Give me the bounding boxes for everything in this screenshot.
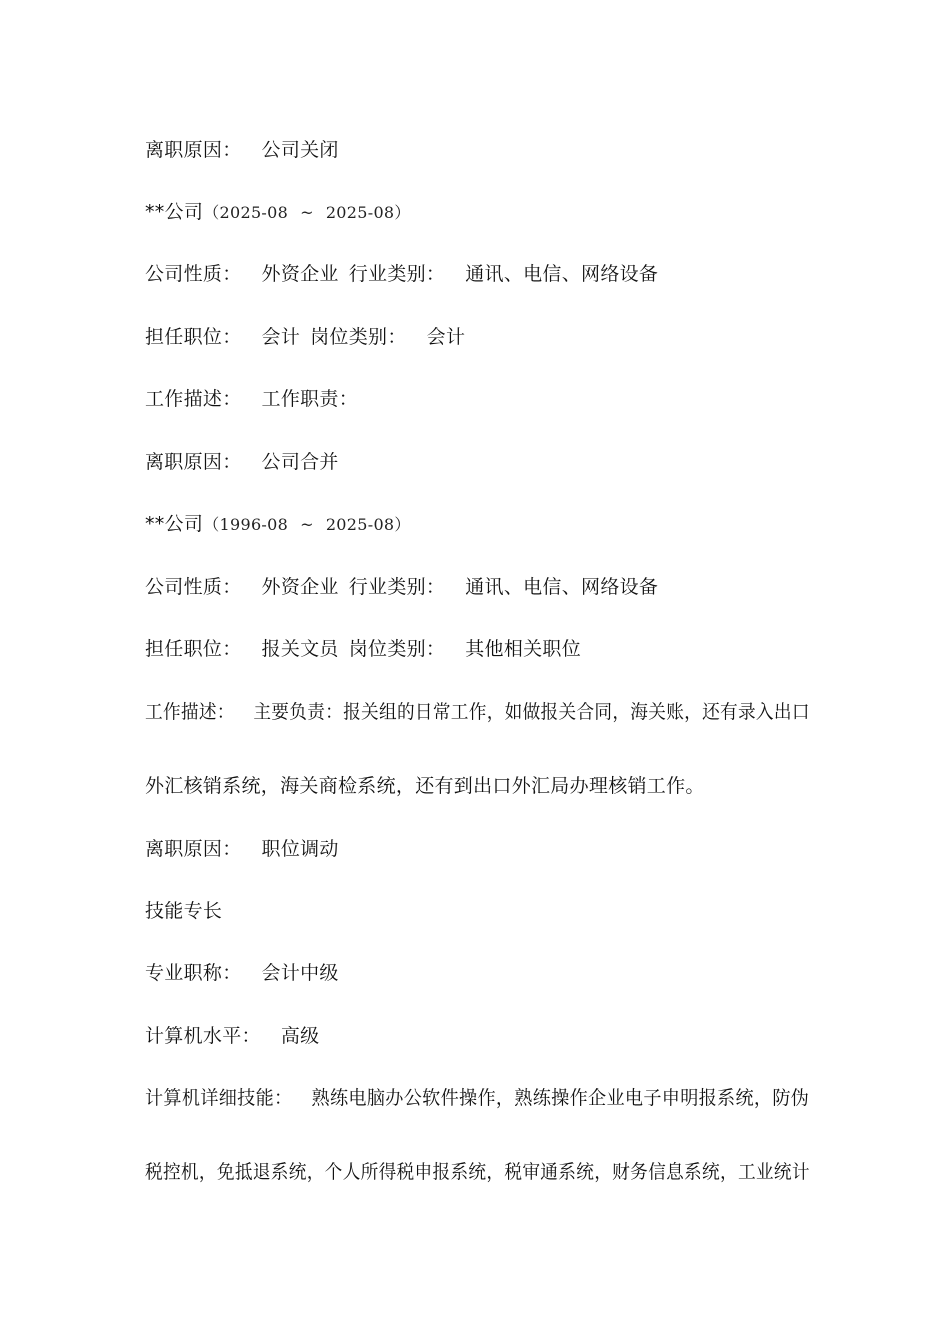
position-row-1 [145,325,465,349]
description-value: 工作职责： [261,388,359,410]
leave-reason-label: 离职原因： [145,139,242,161]
description-row-1 [145,387,358,411]
computer-detail-label: 计算机详细技能： [145,1087,293,1109]
nature-label: 公司性质： [145,263,242,285]
company-nature-row-2 [145,575,658,599]
leave-reason-label: 离职原因： [145,838,242,860]
description-row-2 [145,700,810,724]
industry-label: 行业类别： [348,576,446,598]
company-header-1 [145,200,411,225]
description-line-2: 外汇核销系统，海关商检系统，还有到出口外汇局办理核销工作。 [145,775,705,797]
position-type-value: 会计 [426,326,466,348]
position-type-value: 其他相关职位 [465,638,582,660]
computer-detail-line-1: 熟练电脑办公软件操作，熟练操作企业电子申明报系统，防伪 [311,1087,810,1109]
company-name: **公司 [145,513,204,535]
computer-level-row [145,1024,319,1048]
leave-reason-value: 公司合并 [261,451,339,473]
period-open: （ [203,203,220,222]
period-tilde: ~ [300,203,314,222]
period-end: 2025-08 [325,203,395,222]
period-close: ） [394,203,411,222]
computer-detail-line-2: 税控机，免抵退系统，个人所得税申报系统，税审通系统，财务信息系统，工业统计 [145,1161,810,1183]
computer-detail-continuation [145,1160,810,1184]
position-label: 担任职位： [145,638,242,660]
leave-reason-value: 职位调动 [261,838,339,860]
nature-value: 外资企业 [261,576,339,598]
company-nature-row-1 [145,262,658,286]
period-start: 2025-08 [219,203,289,222]
leave-reason-row-2 [145,450,339,474]
description-label: 工作描述： [145,388,242,410]
period-end: 2025-08 [325,515,395,534]
position-type-label: 岗位类别： [310,326,407,348]
position-value: 报关文员 [261,638,339,660]
industry-value: 通讯、电信、网络设备 [465,263,659,285]
nature-value: 外资企业 [261,263,339,285]
period-close: ） [394,515,411,534]
leave-reason-value: 公司关闭 [261,139,339,161]
period-open: （ [203,515,220,534]
computer-level-value: 高级 [280,1025,320,1047]
period-tilde: ~ [300,515,314,534]
description-label: 工作描述： [145,701,235,723]
description-line-1: 主要负责：报关组的日常工作，如做报关合同，海关账，还有录入出口 [253,701,810,723]
industry-value: 通讯、电信、网络设备 [465,576,659,598]
professional-title-value: 会计中级 [261,962,339,984]
skills-heading: 技能专长 [145,900,223,922]
leave-reason-row-3 [145,837,339,861]
leave-reason-row-1 [145,138,339,162]
period-start: 1996-08 [219,515,289,534]
computer-level-label: 计算机水平： [145,1025,261,1047]
computer-detail-row [145,1086,809,1110]
professional-title-label: 专业职称： [145,962,242,984]
professional-title-row [145,961,339,985]
position-value: 会计 [261,326,301,348]
company-name: **公司 [145,201,204,223]
position-row-2 [145,637,581,661]
company-header-2 [145,512,411,537]
position-label: 担任职位： [145,326,242,348]
leave-reason-label: 离职原因： [145,451,242,473]
position-type-label: 岗位类别： [348,638,446,660]
nature-label: 公司性质： [145,576,242,598]
description-continuation [145,774,705,798]
industry-label: 行业类别： [348,263,446,285]
